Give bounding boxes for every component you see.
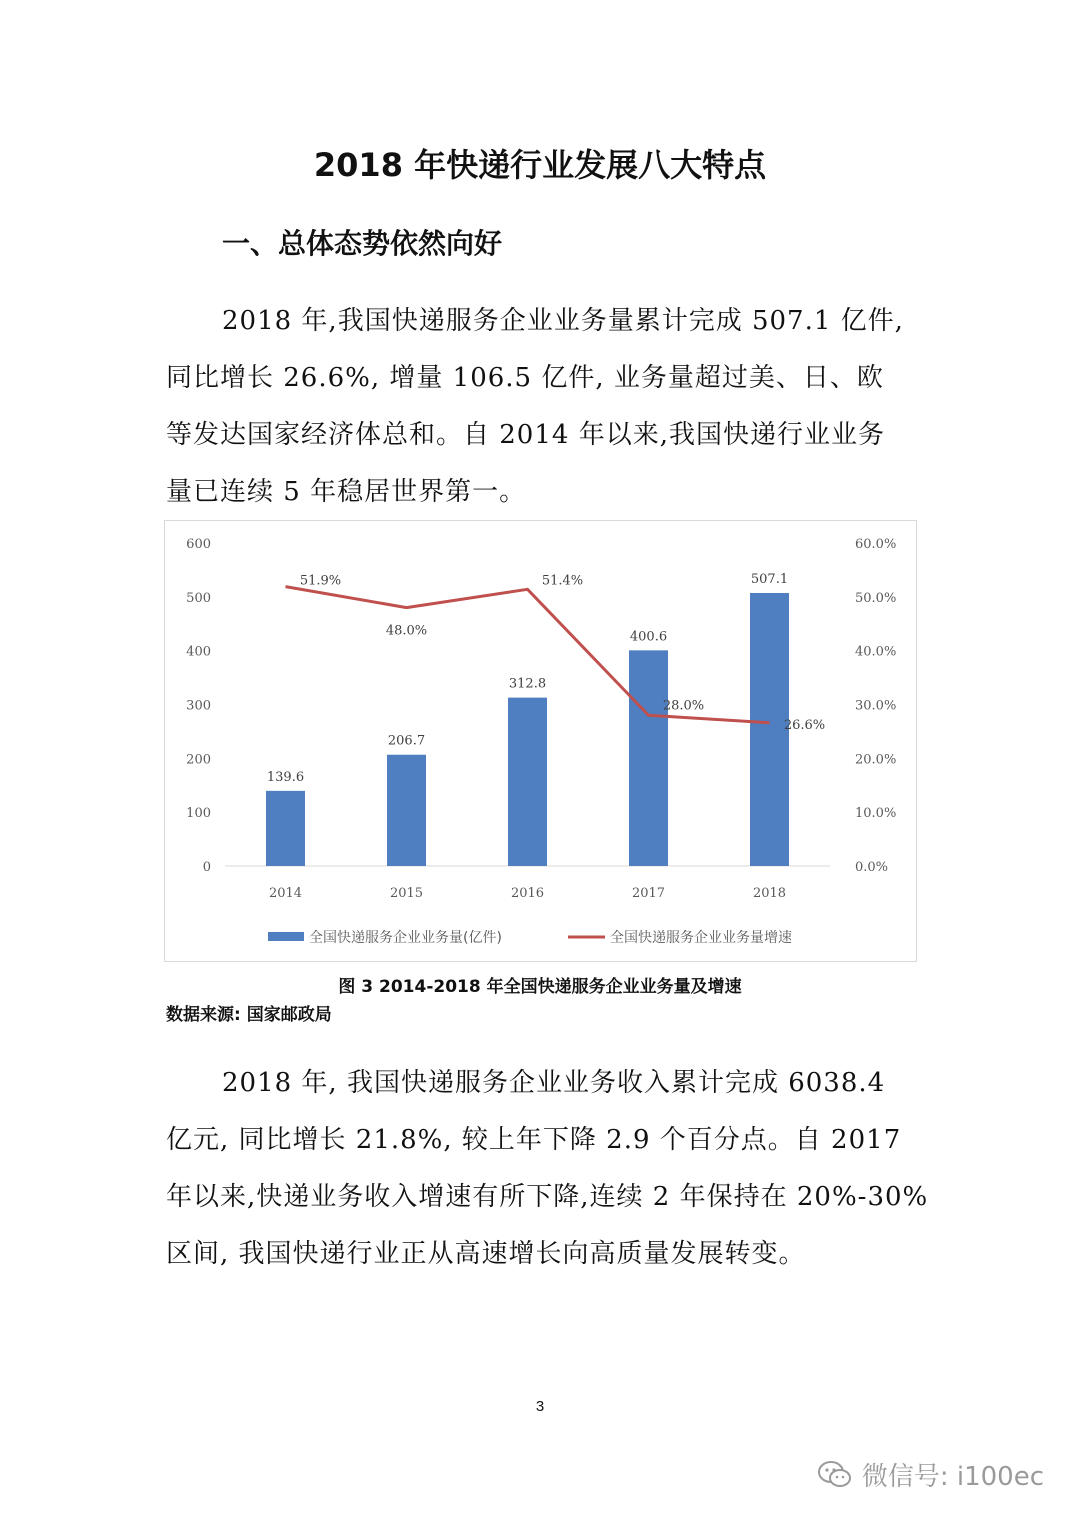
combo-chart bbox=[165, 521, 916, 961]
line-data-label: 26.6% bbox=[783, 717, 826, 733]
bar bbox=[266, 791, 305, 866]
paragraph-1 bbox=[166, 293, 918, 521]
paragraph-2-line: 2018 年, 我国快递服务企业业务收入累计完成 6038.4 bbox=[222, 1068, 886, 1098]
y2-tick-label: 30.0% bbox=[855, 698, 897, 714]
bar-data-label: 139.6 bbox=[266, 769, 305, 785]
bar-data-label: 312.8 bbox=[508, 676, 547, 692]
x-tick-label: 2015 bbox=[389, 886, 424, 901]
bar bbox=[629, 650, 668, 866]
y-tick-label: 100 bbox=[186, 806, 211, 822]
y2-tick-label: 40.0% bbox=[855, 644, 897, 660]
y-tick-label: 300 bbox=[186, 698, 211, 714]
wechat-icon bbox=[818, 1460, 852, 1490]
paragraph-2 bbox=[166, 1055, 929, 1283]
y2-tick-label: 20.0% bbox=[855, 752, 897, 768]
paragraph-1-line: 量已连续 5 年稳居世界第一。 bbox=[166, 477, 527, 507]
x-tick-label: 2018 bbox=[752, 886, 787, 901]
line-data-label: 51.9% bbox=[299, 573, 342, 589]
legend-swatch-bars bbox=[268, 932, 304, 941]
legend-label-bars: 全国快递服务企业业务量(亿件) bbox=[309, 930, 502, 946]
y2-tick-label: 0.0% bbox=[855, 860, 889, 875]
y2-tick-label: 10.0% bbox=[855, 806, 897, 822]
legend-label-line: 全国快递服务企业业务量增速 bbox=[610, 930, 792, 946]
bar bbox=[508, 698, 547, 866]
y2-tick-label: 60.0% bbox=[855, 537, 897, 552]
x-tick-label: 2014 bbox=[268, 886, 303, 901]
paragraph-2-line: 区间, 我国快递行业正从高速增长向高质量发展转变。 bbox=[166, 1239, 806, 1269]
paragraph-2-line: 亿元, 同比增长 21.8%, 较上年下降 2.9 个百分点。自 2017 bbox=[166, 1125, 902, 1155]
y-tick-label: 600 bbox=[186, 537, 211, 552]
chart-frame bbox=[164, 520, 917, 962]
bar-data-label: 206.7 bbox=[387, 733, 426, 749]
line-data-label: 51.4% bbox=[541, 573, 584, 589]
page-number: 3 bbox=[535, 1398, 545, 1415]
watermark-text: 微信号: i100ec bbox=[861, 1462, 1044, 1492]
bar bbox=[387, 755, 426, 866]
paragraph-2-line: 年以来,快递业务收入增速有所下降,连续 2 年保持在 20%-30% bbox=[166, 1182, 929, 1212]
paragraph-1-line: 同比增长 26.6%, 增量 106.5 亿件, 业务量超过美、日、欧 bbox=[166, 363, 884, 393]
bar-data-label: 400.6 bbox=[629, 629, 668, 645]
y2-tick-label: 50.0% bbox=[855, 590, 897, 606]
paragraph-1-line: 等发达国家经济体总和。自 2014 年以来,我国快递行业业务 bbox=[166, 420, 885, 450]
line-data-label: 28.0% bbox=[662, 698, 705, 714]
section-heading: 一、总体态势依然向好 bbox=[222, 227, 503, 260]
x-tick-label: 2017 bbox=[631, 886, 666, 901]
line-data-label: 48.0% bbox=[385, 623, 428, 639]
y-tick-label: 400 bbox=[186, 644, 211, 660]
bar-data-label: 507.1 bbox=[750, 572, 789, 588]
data-source: 数据来源: 国家邮政局 bbox=[166, 1005, 332, 1025]
x-tick-label: 2016 bbox=[510, 886, 545, 901]
watermark bbox=[818, 1456, 1044, 1493]
y-tick-label: 200 bbox=[186, 752, 211, 768]
figure-caption: 图 3 2014-2018 年全国快递服务企业业务量及增速 bbox=[338, 977, 742, 997]
paragraph-1-line: 2018 年,我国快递服务企业业务量累计完成 507.1 亿件, bbox=[222, 306, 904, 336]
document-title: 2018 年快递行业发展八大特点 bbox=[313, 146, 767, 184]
y-tick-label: 0 bbox=[202, 860, 211, 875]
y-tick-label: 500 bbox=[186, 590, 211, 606]
